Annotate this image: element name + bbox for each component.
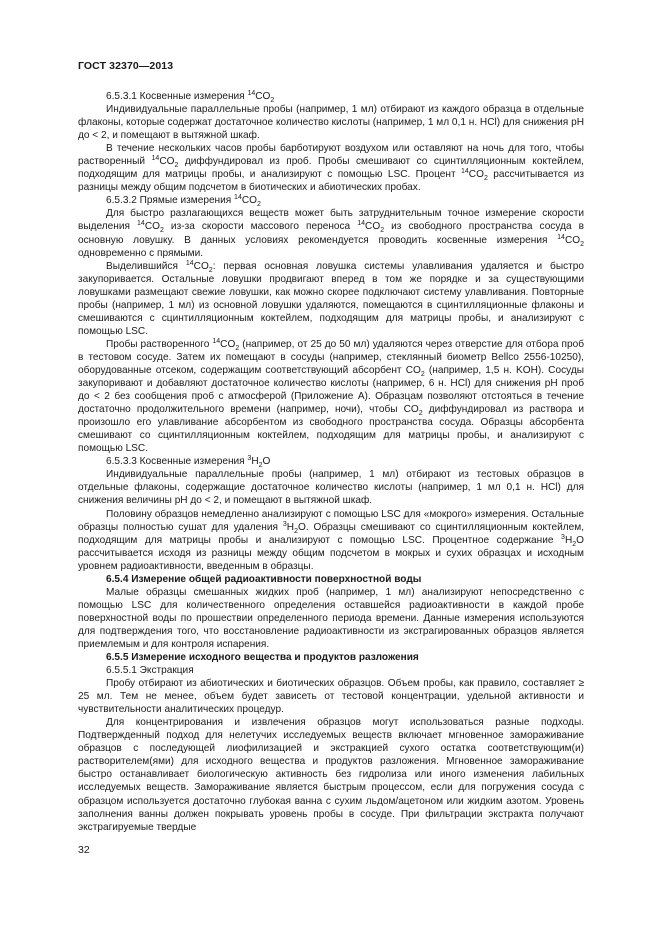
text-run: CO: [241, 195, 257, 207]
text-run: Выделившийся: [106, 260, 186, 272]
superscript: 14: [137, 220, 145, 228]
text-run: 6.5.5.1 Экстракция: [106, 665, 194, 677]
text-run: В течение нескольких часов пробы барботируют воздухом или оставляют на ночь для того, чтобы растворенный: [78, 143, 584, 168]
text-run: 6.5.3.1 Косвенные измерения: [106, 91, 248, 102]
text-run: CO: [144, 221, 160, 233]
text-run: CO: [193, 260, 209, 272]
text-run: Малые образцы смешанных жидких проб (например, 1 мл) анализируют непосредственно с помощью LSC для количественного определения оставшейся радиоактивности в каждой пробе поверхностной воды по прошествии определенного периода времени. Данные измерения используются для подтверждения того, что восстановление радиоактивности из экстрагированных образцов является приемлемым и для контроля испарения.: [78, 586, 584, 650]
superscript: 14: [247, 90, 256, 97]
superscript: 14: [151, 155, 160, 163]
body-paragraph: [78, 338, 584, 455]
body-paragraph: [78, 677, 584, 716]
section-heading: [78, 651, 584, 664]
subscript: 2: [420, 370, 425, 378]
text-run: Для концентрирования и извлечения образцов могут использоваться разные подходы. Подтвержденный подход для нелетучих исследуемых веществ включает мгновенное замораживание образцов с последующей лиофилизацией и экстракцией сухого остатка соответствующим(и) растворителем(ями) для исходного вещества и продуктов разложения. Мгновенное замораживание быстро останавливает биологическую активность без гидролиза или иного изменения лабильных исследуемых веществ. Замораживание является быстрым процессом, если для погружения сосуда с образцом используется достаточно глубокая ванна с сухим льдом/ацетоном или жидким азотом. Уровень заполнения ванны должен покрывать уровень пробы в сосуде. При фильтрации экстракта получают экстрагируемые твердые: [78, 717, 584, 833]
superscript: 14: [212, 337, 221, 345]
subscript: 2: [418, 410, 423, 418]
body-paragraph: [78, 103, 584, 142]
page-number: 32: [78, 844, 90, 856]
text-run: CO: [220, 338, 236, 350]
text-run: : первая основная ловушка системы улавливания удаляется и быстро закупоривается. Остальные ловушки продвигают вперед в том же порядке и за существующими ловушками размещают свежие ловушки, как можно скорее подключают систему улавливания. Повторные пробы (например, 1 мл) из основной ловушки удаляются, помещаются в сцинтилляционные флаконы и смешиваются с сцинтилляционным коктейлем, подходящим для матрицы пробы, и анализируют с помощью LSC.: [78, 260, 584, 337]
text-run: из свободного пространства сосуда в основную ловушку. В данных условиях рекомендуется проводить косвенные измерения: [78, 221, 584, 246]
text-run: 6.5.5 Измерение исходного вещества и продуктов разложения: [106, 652, 419, 664]
document-header: ГОСТ 32370—2013: [78, 60, 174, 72]
text-run: Пробу отбирают из абиотических и биотических образцов. Объем пробы, как правило, составляет ≥ 25 мл. Тем не менее, объем будет зависеть от тестовой концентрации, удельной активности и чувствительности аналитических процедур.: [78, 678, 584, 716]
text-run: CO: [468, 169, 484, 181]
text-run: Пробы растворенного: [106, 338, 213, 350]
subscript: 2: [483, 175, 488, 183]
text-run: диффундировал из проб. Пробы смешивают со сцинтилляционным коктейлем, подходящим для матрицы пробы, и анализируют с помощью LSC. Процент: [78, 156, 584, 181]
subsection-heading: [78, 664, 584, 677]
subscript: 2: [580, 240, 584, 248]
superscript: 3: [561, 533, 565, 541]
body-paragraph: [78, 586, 584, 651]
body-paragraph: [78, 468, 584, 507]
document-body: [78, 90, 584, 834]
subsection-heading: [78, 90, 584, 103]
superscript: 14: [557, 233, 565, 241]
text-run: O рассчитывается исходя из разницы между общим подсчетом в мокрых и сухих образцах и исходным уровнем радиоактивности, введенным в образцы.: [78, 534, 584, 572]
text-run: диффундировал из раствора и произошло его улавливание абсорбентом из свободного пространства сосуда. Образцы абсорбента смешивают со сцинтилляционным коктейлем, подходящим для матрицы пробы, и анализируют с помощью LSC.: [78, 404, 584, 455]
text-run: 6.5.3.3 Косвенные измерения: [106, 456, 248, 468]
body-paragraph: [78, 716, 584, 833]
text-run: (например, 1,5 н. KOH). Сосуды закупоривают и добавляют достаточное количество кислоты (например, 6 н. HCl) для снижения pH проб до < 2 без сообщения проб с атмосферой (Приложение А). Образцам позволяют отстояться в течение достаточно продолжительного времени (например, ночи), чтобы CO: [78, 364, 584, 416]
subsection-heading: [78, 194, 584, 207]
text-run: 6.5.3.2 Прямые измерения: [106, 195, 235, 207]
text-run: O: [262, 456, 271, 468]
text-run: (например, от 25 до 50 мл) удаляются через отверстие для отбора проб в тестовом сосуде. Затем их помещают в сосуды (например, стеклянный биометр Bellco 2556-10250), оборудованные отсеком, содержащим соответствующий абсорбент CO: [78, 338, 584, 376]
text-run: Половину образцов немедленно анализируют с помощью LSC для «мокрого» измерения. Остальные образцы полностью сушат для удаления: [78, 508, 584, 533]
superscript: 3: [247, 455, 252, 463]
subscript: 2: [208, 266, 213, 274]
body-paragraph: [78, 207, 584, 259]
subscript: 2: [256, 201, 261, 209]
text-run: Индивидуальные параллельные пробы (например, 1 мл) отбирают из каждого образца в отдельные флаконы, которые содержат достаточное количество кислоты (например, 1 мл 0,1 н. HCl) для снижения pH до < 2, и помещают в вытяжной шкаф.: [78, 104, 584, 142]
superscript: 14: [357, 220, 366, 228]
subscript: 2: [380, 227, 385, 235]
subscript: 2: [159, 227, 164, 235]
text-run: O. Образцы смешивают со сцинтилляционным коктейлем, подходящим для матрицы пробы и анализируют с помощью LSC. Процентное содержание: [78, 521, 585, 546]
text-run: Для быстро разлагающихся веществ может быть затруднительным точное измерение скорости выделения: [78, 208, 584, 233]
superscript: 14: [461, 168, 469, 176]
text-run: CO: [564, 234, 581, 246]
superscript: 14: [185, 259, 194, 267]
text-run: H: [251, 456, 259, 468]
text-run: CO: [365, 221, 381, 233]
superscript: 3: [282, 520, 287, 528]
subscript: 2: [294, 527, 298, 535]
text-run: H: [286, 521, 295, 533]
subscript: 2: [572, 540, 577, 548]
text-run: H: [564, 534, 573, 546]
text-run: CO: [159, 156, 175, 168]
subscript: 2: [174, 162, 179, 170]
subscript: 2: [235, 344, 240, 352]
section-heading: [78, 573, 584, 586]
superscript: 14: [234, 194, 242, 202]
text-run: 6.5.4 Измерение общей радиоактивности поверхностной воды: [106, 573, 422, 585]
subscript: 2: [270, 97, 275, 104]
text-run: Индивидуальные параллельные пробы (например, 1 мл) отбирают из тестовых образцов в отдельные флаконы, содержащие достаточное количество кислоты (например, 1 мл 0,1 н. HCl) для снижения величины pH до < 2, и помещают в вытяжной шкаф.: [78, 469, 584, 507]
text-run: CO: [255, 91, 271, 102]
body-paragraph: [78, 508, 584, 573]
text-run: из-за скорости массового переноса: [163, 221, 358, 233]
body-paragraph: [78, 142, 584, 194]
subscript: 2: [258, 462, 263, 470]
subsection-heading: [78, 455, 584, 468]
text-run: рассчитывается из разницы между общим подсчетом в биотических и абиотических пробах.: [78, 169, 584, 194]
body-paragraph: [78, 260, 584, 338]
text-run: одновременно с прямыми.: [78, 247, 204, 259]
